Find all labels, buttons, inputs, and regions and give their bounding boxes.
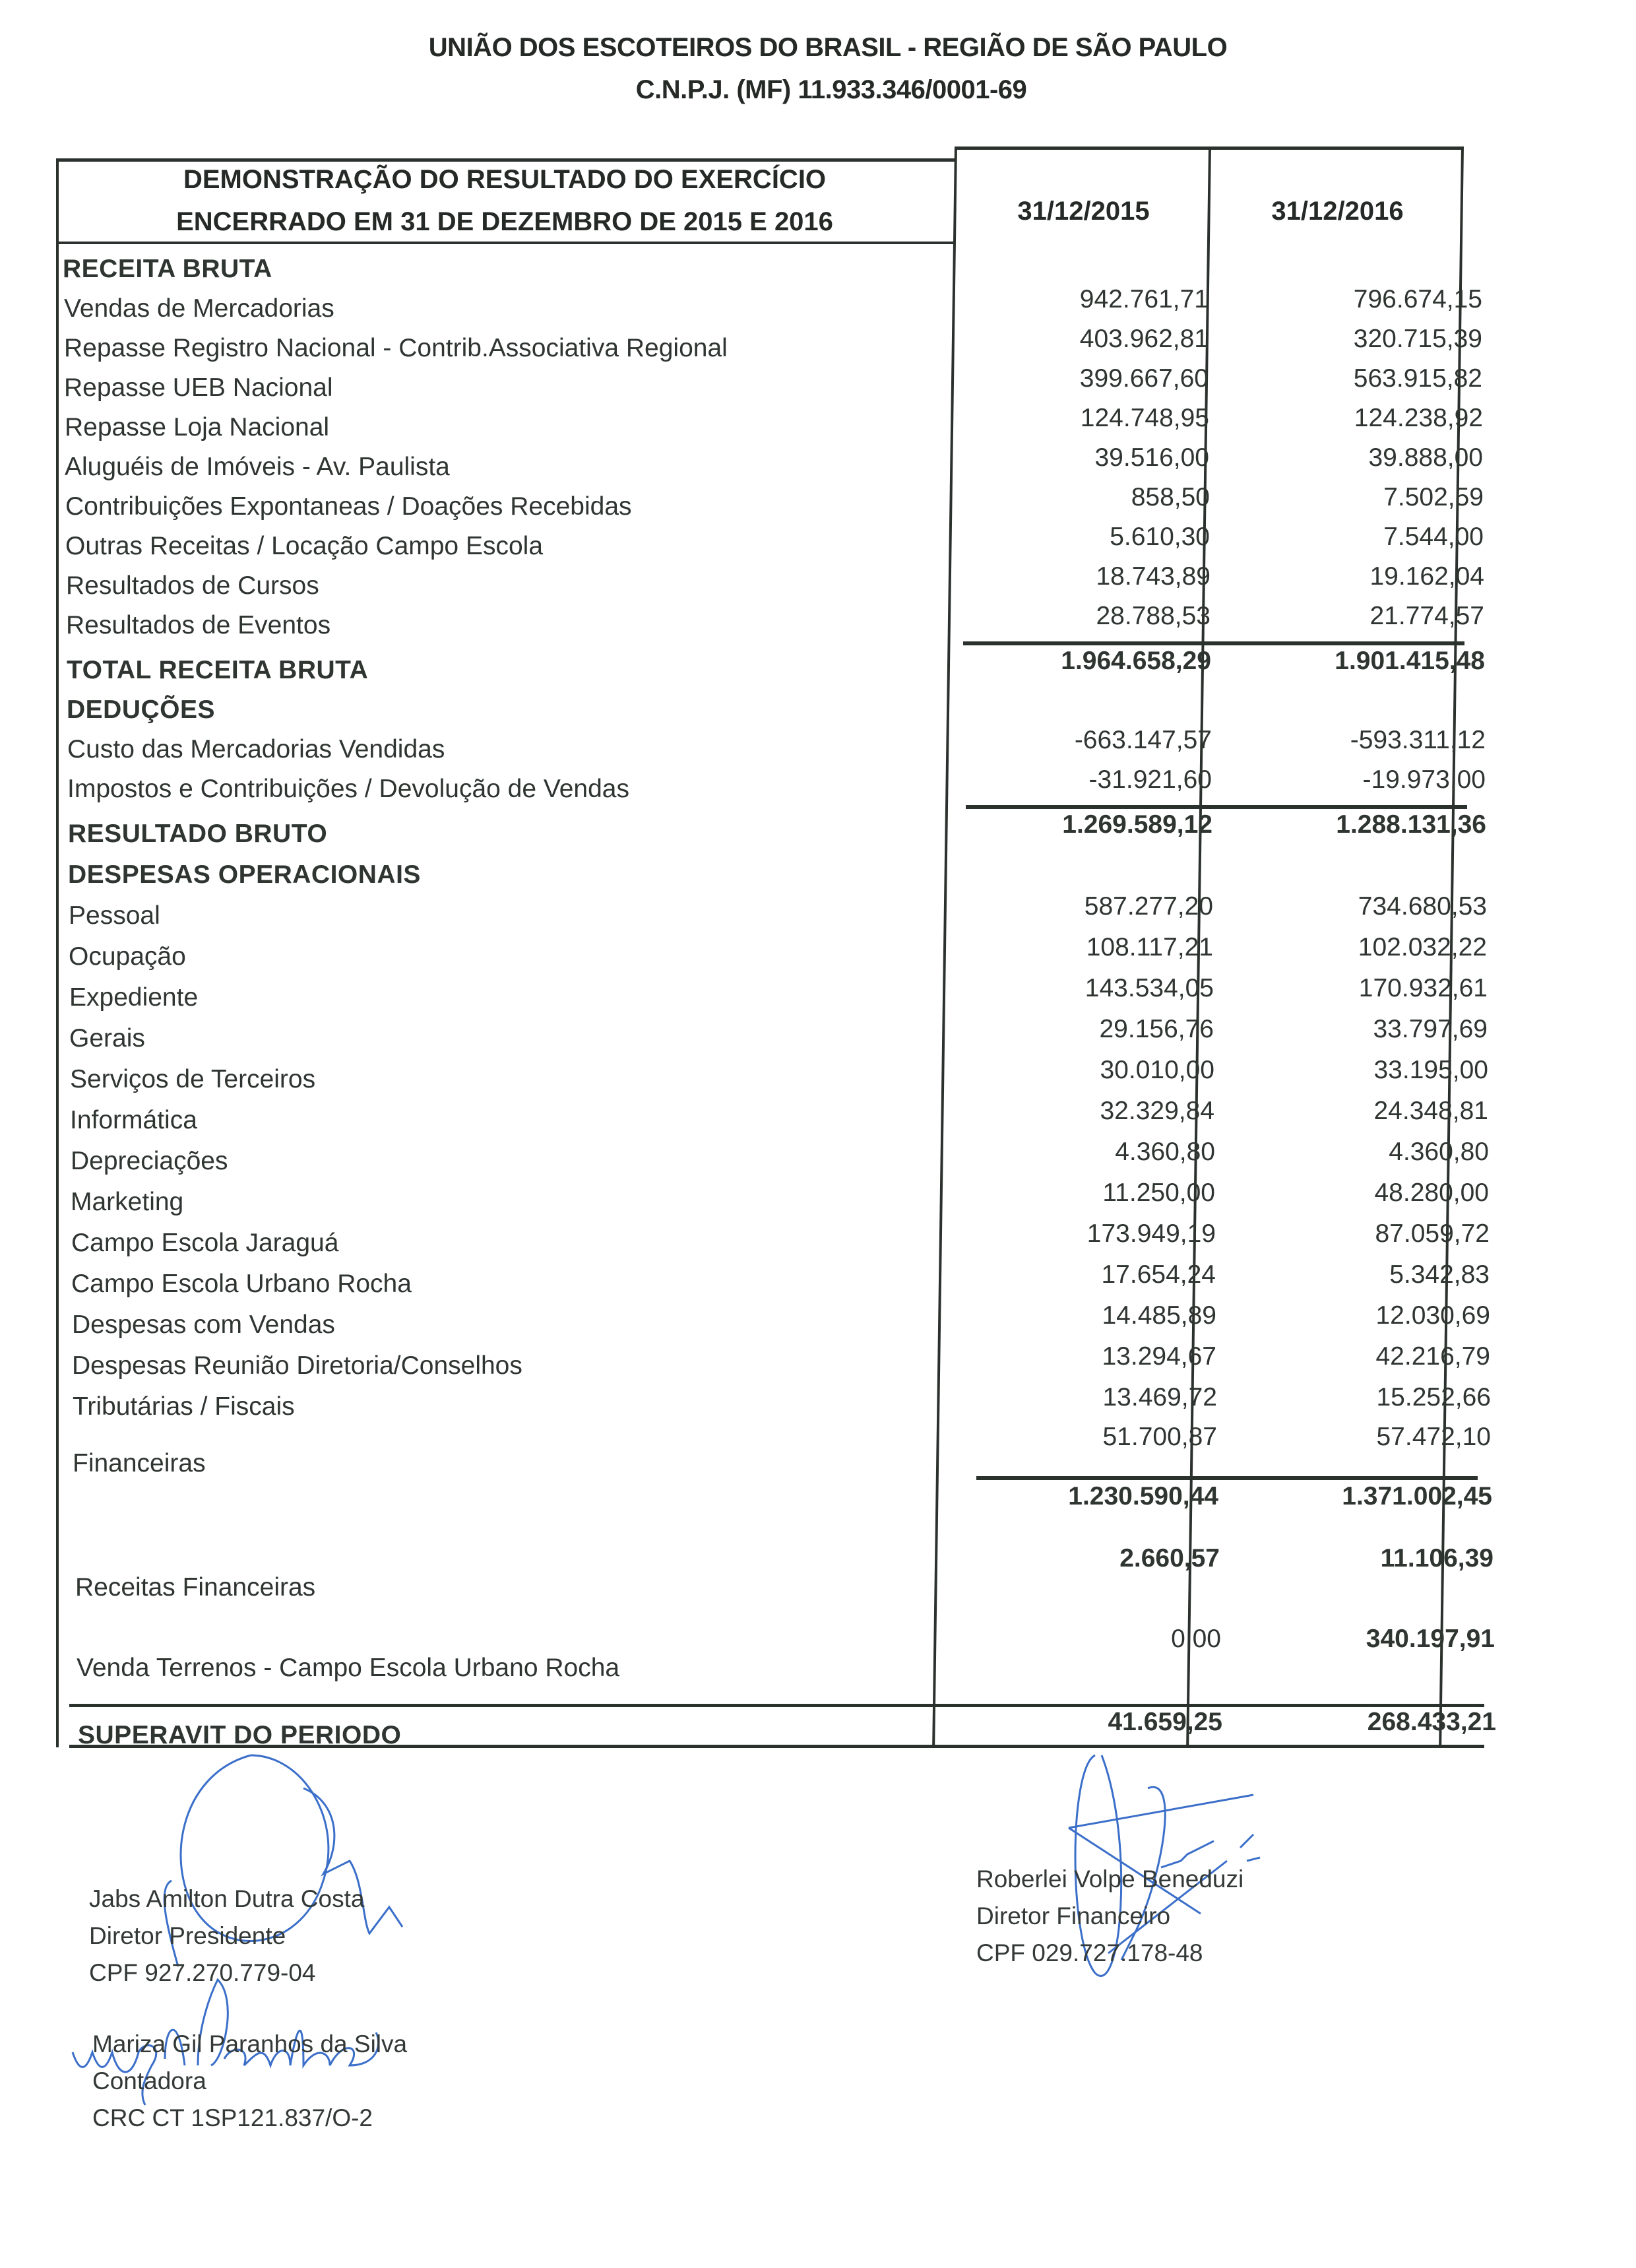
value-2016: 11.106,39 bbox=[1380, 1544, 1494, 1572]
value-2016: 170.932,61 bbox=[1358, 974, 1488, 1002]
value-2016: 57.472,10 bbox=[1376, 1423, 1491, 1451]
value-2015: 2.660,57 bbox=[1119, 1544, 1220, 1572]
signatory-financial-director bbox=[976, 1861, 1243, 1972]
value-2016: 340.197,91 bbox=[1366, 1625, 1495, 1653]
value-2015: 143.534,05 bbox=[1085, 974, 1214, 1002]
value-2015: 403.962,81 bbox=[1079, 325, 1209, 353]
value-2015: 587.277,20 bbox=[1084, 892, 1213, 921]
resultado-bruto-row bbox=[68, 810, 1486, 851]
table-row bbox=[71, 1179, 1489, 1219]
table-row bbox=[69, 892, 1487, 933]
value-2015: 5.610,30 bbox=[1110, 523, 1210, 551]
value-2016: 12.030,69 bbox=[1375, 1301, 1490, 1330]
value-2015: 399.667,60 bbox=[1079, 364, 1209, 393]
table-row bbox=[67, 765, 1486, 806]
table-row bbox=[73, 1423, 1491, 1477]
row-label: TOTAL RECEITA BRUTA bbox=[67, 656, 369, 684]
value-2015: 41.659,25 bbox=[1108, 1708, 1222, 1736]
row-label: DESPESAS OPERACIONAIS bbox=[68, 860, 421, 889]
value-2016: 21.774,57 bbox=[1369, 602, 1484, 630]
row-label: Vendas de Mercadorias bbox=[64, 294, 334, 323]
row-label: Marketing bbox=[71, 1188, 184, 1216]
venda-terrenos-row bbox=[77, 1625, 1495, 1682]
statement-title-line2: ENCERRADO EM 31 DE DEZEMBRO DE 2015 E 2016 bbox=[176, 207, 833, 236]
value-2015: 30.010,00 bbox=[1100, 1056, 1214, 1084]
row-label: Tributárias / Fiscais bbox=[73, 1392, 295, 1421]
column-header-2015: 31/12/2015 bbox=[1017, 197, 1150, 226]
value-2015: 1.964.658,29 bbox=[1061, 647, 1211, 675]
value-2015: 32.329,84 bbox=[1100, 1097, 1214, 1125]
subtotal-line-despesas bbox=[976, 1476, 1478, 1480]
value-2015: 942.761,71 bbox=[1079, 285, 1209, 313]
value-2016: -19.973,00 bbox=[1362, 765, 1486, 794]
row-label: Informática bbox=[70, 1106, 197, 1134]
value-2015: 108.117,21 bbox=[1086, 933, 1213, 961]
row-label: Campo Escola Urbano Rocha bbox=[71, 1270, 412, 1298]
value-2016: 42.216,79 bbox=[1375, 1342, 1490, 1371]
document-header bbox=[0, 26, 1636, 111]
table-row bbox=[64, 285, 1482, 326]
row-label: Resultados de Eventos bbox=[66, 611, 331, 639]
section-despesas-operacionais bbox=[68, 851, 1486, 892]
value-2016: 5.342,83 bbox=[1389, 1260, 1490, 1289]
signatory-role: Diretor Financeiro bbox=[976, 1902, 1171, 1929]
row-label: Venda Terrenos - Campo Escola Urbano Rocha bbox=[77, 1654, 620, 1682]
value-2016: 796.674,15 bbox=[1353, 285, 1482, 313]
signatory-name: Roberlei Volpe Beneduzi bbox=[976, 1865, 1244, 1893]
value-2016: 33.195,00 bbox=[1373, 1056, 1488, 1084]
row-label: Pessoal bbox=[69, 901, 160, 930]
value-2016: 1.901.415,48 bbox=[1335, 647, 1485, 675]
value-2015: -31.921,60 bbox=[1088, 765, 1212, 794]
value-2016: 124.238,92 bbox=[1354, 404, 1483, 432]
value-2016: 4.360,80 bbox=[1389, 1138, 1489, 1166]
cnpj-number: C.N.P.J. (MF) 11.933.346/0001-69 bbox=[635, 75, 1027, 104]
row-label: Contribuições Expontaneas / Doações Recebidas bbox=[65, 492, 632, 521]
value-2016: 7.544,00 bbox=[1383, 523, 1484, 551]
signatory-id: CPF 927.270.779-04 bbox=[89, 1959, 316, 1986]
table-row bbox=[69, 974, 1488, 1015]
value-2015: 13.294,67 bbox=[1102, 1342, 1216, 1371]
signatory-id: CRC CT 1SP121.837/O-2 bbox=[92, 2104, 373, 2131]
value-2016: 1.288.131,36 bbox=[1336, 810, 1486, 839]
row-label: Despesas com Vendas bbox=[72, 1311, 335, 1339]
value-2016: 7.502,59 bbox=[1383, 483, 1484, 511]
signatory-name: Jabs Amilton Dutra Costa bbox=[89, 1885, 365, 1912]
row-label: Repasse Registro Nacional - Contrib.Associativa Regional bbox=[64, 334, 728, 362]
organization-name: UNIÃO DOS ESCOTEIROS DO BRASIL - REGIÃO DE SÃO PAULO bbox=[428, 33, 1228, 62]
row-label: Financeiras bbox=[73, 1449, 206, 1477]
signatory-name: Mariza Gil Paranhos da Silva bbox=[92, 2030, 408, 2057]
signatory-role: Contadora bbox=[92, 2067, 206, 2094]
value-2015: 29.156,76 bbox=[1099, 1015, 1214, 1043]
section-deducoes bbox=[67, 686, 1485, 727]
row-label: Despesas Reunião Diretoria/Conselhos bbox=[72, 1351, 522, 1380]
signatory-president bbox=[89, 1881, 364, 1992]
value-2015: 1.230.590,44 bbox=[1068, 1482, 1218, 1510]
table-row bbox=[70, 1056, 1488, 1097]
value-2015: 39.516,00 bbox=[1094, 443, 1209, 472]
statement-title bbox=[56, 158, 953, 243]
table-row bbox=[70, 1097, 1488, 1138]
table-row bbox=[67, 726, 1486, 767]
value-2015: 124.748,95 bbox=[1080, 404, 1209, 432]
value-2016: 39.888,00 bbox=[1368, 443, 1483, 472]
value-2015: 17.654,24 bbox=[1101, 1260, 1216, 1289]
superavit-top-line bbox=[69, 1704, 1484, 1707]
value-2016: 33.797,69 bbox=[1373, 1015, 1488, 1043]
row-label: Serviços de Terceiros bbox=[70, 1065, 316, 1093]
table-row bbox=[65, 443, 1483, 484]
value-2016: 87.059,72 bbox=[1375, 1219, 1490, 1248]
value-2016: 268.433,21 bbox=[1367, 1708, 1496, 1736]
row-label: Ocupação bbox=[69, 942, 186, 971]
table-row bbox=[72, 1301, 1490, 1342]
value-2015: 13.469,72 bbox=[1102, 1383, 1217, 1411]
row-label: Custo das Mercadorias Vendidas bbox=[67, 735, 445, 763]
table-row bbox=[65, 483, 1484, 524]
table-border-left bbox=[56, 158, 59, 1747]
value-2016: 19.162,04 bbox=[1369, 562, 1484, 591]
column-header-2016: 31/12/2016 bbox=[1271, 197, 1404, 226]
section-receita-bruta bbox=[63, 245, 1481, 286]
value-2015: 14.485,89 bbox=[1102, 1301, 1216, 1330]
table-row bbox=[65, 404, 1483, 445]
table-row bbox=[71, 1219, 1490, 1260]
total-despesas-row bbox=[74, 1482, 1492, 1523]
value-2016: -593.311,12 bbox=[1350, 726, 1486, 754]
value-2015: 1.269.589,12 bbox=[1062, 810, 1212, 839]
statement-title-line1: DEMONSTRAÇÃO DO RESULTADO DO EXERCÍCIO bbox=[183, 165, 827, 194]
value-2015: 858,50 bbox=[1131, 483, 1210, 511]
row-label: Repasse Loja Nacional bbox=[65, 413, 330, 441]
row-label: DEDUÇÕES bbox=[67, 696, 216, 724]
value-2015: 51.700,87 bbox=[1102, 1423, 1217, 1451]
signatory-role: Diretor Presidente bbox=[89, 1922, 286, 1949]
total-receita-bruta-row bbox=[67, 647, 1485, 688]
receitas-financeiras-row bbox=[75, 1544, 1494, 1602]
row-label: Campo Escola Jaraguá bbox=[71, 1229, 339, 1257]
table-row bbox=[71, 1260, 1490, 1301]
row-label: Aluguéis de Imóveis - Av. Paulista bbox=[65, 453, 450, 481]
value-2016: 734.680,53 bbox=[1358, 892, 1487, 921]
signatory-id: CPF 029.727.178-48 bbox=[976, 1939, 1203, 1966]
value-2015: -663.147,57 bbox=[1074, 726, 1212, 754]
table-row bbox=[69, 1015, 1488, 1056]
row-label: Gerais bbox=[69, 1024, 145, 1053]
table-row bbox=[71, 1138, 1489, 1179]
row-label: SUPERAVIT DO PERIODO bbox=[78, 1721, 402, 1749]
table-row bbox=[65, 523, 1484, 564]
row-label: Outras Receitas / Locação Campo Escola bbox=[65, 532, 544, 560]
value-2015: 0,00 bbox=[1171, 1625, 1221, 1653]
value-2016: 24.348,81 bbox=[1373, 1097, 1488, 1125]
value-2015: 18.743,89 bbox=[1096, 562, 1211, 591]
value-2016: 102.032,22 bbox=[1358, 933, 1487, 961]
table-row bbox=[72, 1342, 1490, 1383]
value-2015: 4.360,80 bbox=[1115, 1138, 1215, 1166]
row-label: Depreciações bbox=[71, 1147, 228, 1175]
row-label: Receitas Financeiras bbox=[75, 1573, 316, 1602]
table-row bbox=[73, 1383, 1491, 1424]
row-label: Expediente bbox=[69, 983, 199, 1012]
value-2015: 28.788,53 bbox=[1096, 602, 1211, 630]
row-label: Repasse UEB Nacional bbox=[64, 373, 333, 402]
row-label: RECEITA BRUTA bbox=[63, 255, 272, 283]
value-2016: 1.371.002,45 bbox=[1342, 1482, 1492, 1510]
value-2015: 11.250,00 bbox=[1102, 1179, 1215, 1207]
row-label: Impostos e Contribuições / Devolução de Vendas bbox=[67, 775, 630, 803]
value-2015: 173.949,19 bbox=[1086, 1219, 1216, 1248]
table-row bbox=[66, 562, 1484, 603]
signatory-accountant bbox=[92, 2026, 407, 2137]
table-row bbox=[69, 933, 1487, 974]
table-row bbox=[66, 602, 1484, 643]
table-row bbox=[64, 325, 1482, 366]
value-2016: 48.280,00 bbox=[1374, 1179, 1489, 1207]
value-2016: 15.252,66 bbox=[1376, 1383, 1491, 1411]
value-2016: 563.915,82 bbox=[1353, 364, 1482, 393]
table-row bbox=[64, 364, 1482, 405]
row-label: RESULTADO BRUTO bbox=[68, 820, 328, 848]
value-2016: 320.715,39 bbox=[1353, 325, 1482, 353]
row-label: Resultados de Cursos bbox=[66, 571, 319, 600]
